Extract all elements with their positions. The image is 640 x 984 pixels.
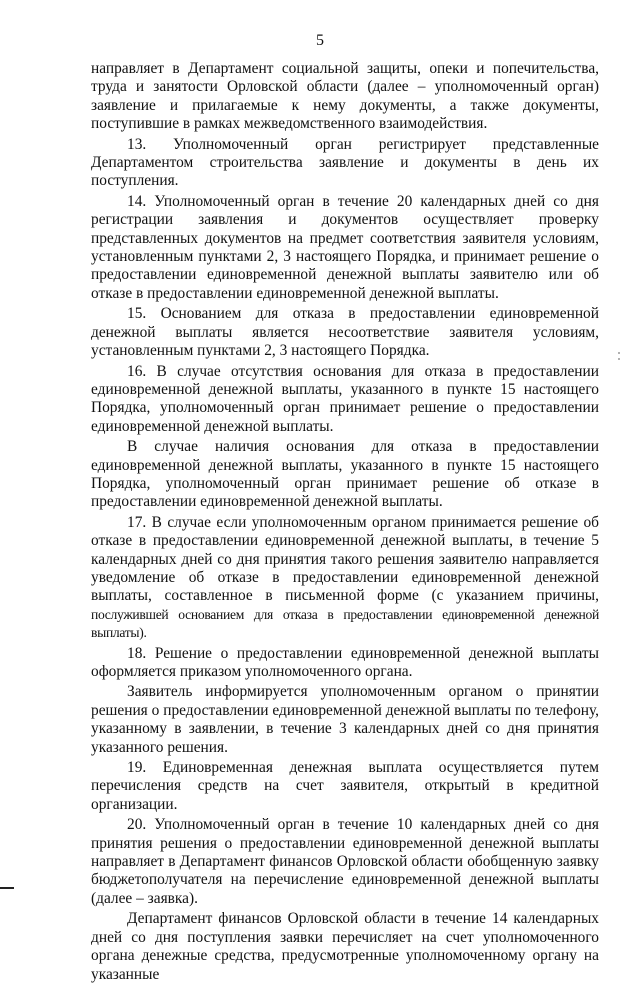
paragraph-13: 13. Уполномоченный орган регистрирует представленные Департаментом строительства заявление и документы в день их поступления. (91, 135, 599, 190)
paragraph-17-text: 17. В случае если уполномоченным органом принимается решение об отказе в предоставлении единовременной денежной выплаты, в течение 5 календарных дней со дня принятия такого решения заявителю направляется уведомление об отказе в предоставлении единовременной денежной выплаты, составленное в письменной форме (с указанием причины, (91, 513, 599, 605)
paragraph-20-finance: Департамент финансов Орловской области в течение 14 календарных дней со дня поступления заявки перечисляет на счет уполномоченного органа денежные средства, предусмотренные уполномоченному органу на указанные (91, 910, 599, 983)
paragraph-17-tail: послужившей основанием для отказа в предоставлении единовременной денежной выплаты). (91, 606, 599, 641)
scan-speck (618, 352, 620, 354)
paragraph-17 (91, 514, 599, 643)
paragraph-14: 14. Уполномоченный орган в течение 20 календарных дней со дня регистрации заявления и документов осуществляет проверку представленных документов на предмет соответствия заявителя условиям, установленным пунктами 2, 3 настоящего Порядка, и принимает решение о предоставлении единовременной денежной выплаты заявителю или об отказе в предоставлении единовременной денежной выплаты. (91, 192, 599, 302)
paragraph-20: 20. Уполномоченный орган в течение 10 календарных дней со дня принятия решения о предоставлении единовременной денежной выплаты направляет в Департамент финансов Орловской области обобщенную заявку бюджетополучателя на перечисление единовременной денежной выплаты (далее – заявка). (91, 816, 599, 907)
paragraph-continuation: направляет в Департамент социальной защиты, опеки и попечительства, труда и занятости Орловской области (далее – уполномоченный орган) заявление и прилагаемые к нему документы, а также документы, поступившие в рамках межведомственного взаимодействия. (91, 60, 599, 133)
document-body (91, 60, 599, 984)
page-number: 5 (316, 32, 324, 49)
paragraph-15: 15. Основанием для отказа в предоставлении единовременной денежной выплаты является несоответствие заявителя условиям, установленным пунктами 2, 3 настоящего Порядка. (91, 305, 599, 360)
paragraph-16: 16. В случае отсутствия основания для отказа в предоставлении единовременной денежной выплаты, указанного в пункте 15 настоящего Порядка, уполномоченный орган принимает решение о предоставлении единовременной денежной выплаты. (91, 362, 599, 435)
scan-edge-mark (0, 887, 14, 889)
paragraph-18-notify: Заявитель информируется уполномоченным органом о принятии решения о предоставлении единовременной денежной выплаты по телефону, указанному в заявлении, в течение 3 календарных дней со дня принятия указанного решения. (91, 683, 599, 756)
scan-speck (618, 358, 620, 360)
paragraph-16-refusal: В случае наличия основания для отказа в предоставлении единовременной денежной выплаты, указанного в пункте 15 настоящего Порядка, уполномоченный орган принимает решение об отказе в предоставлении единовременной денежной выплаты. (91, 438, 599, 511)
paragraph-18: 18. Решение о предоставлении единовременной денежной выплаты оформляется приказом уполномоченного органа. (91, 644, 599, 680)
paragraph-19: 19. Единовременная денежная выплата осуществляется путем перечисления средств на счет заявителя, открытый в кредитной организации. (91, 759, 599, 813)
